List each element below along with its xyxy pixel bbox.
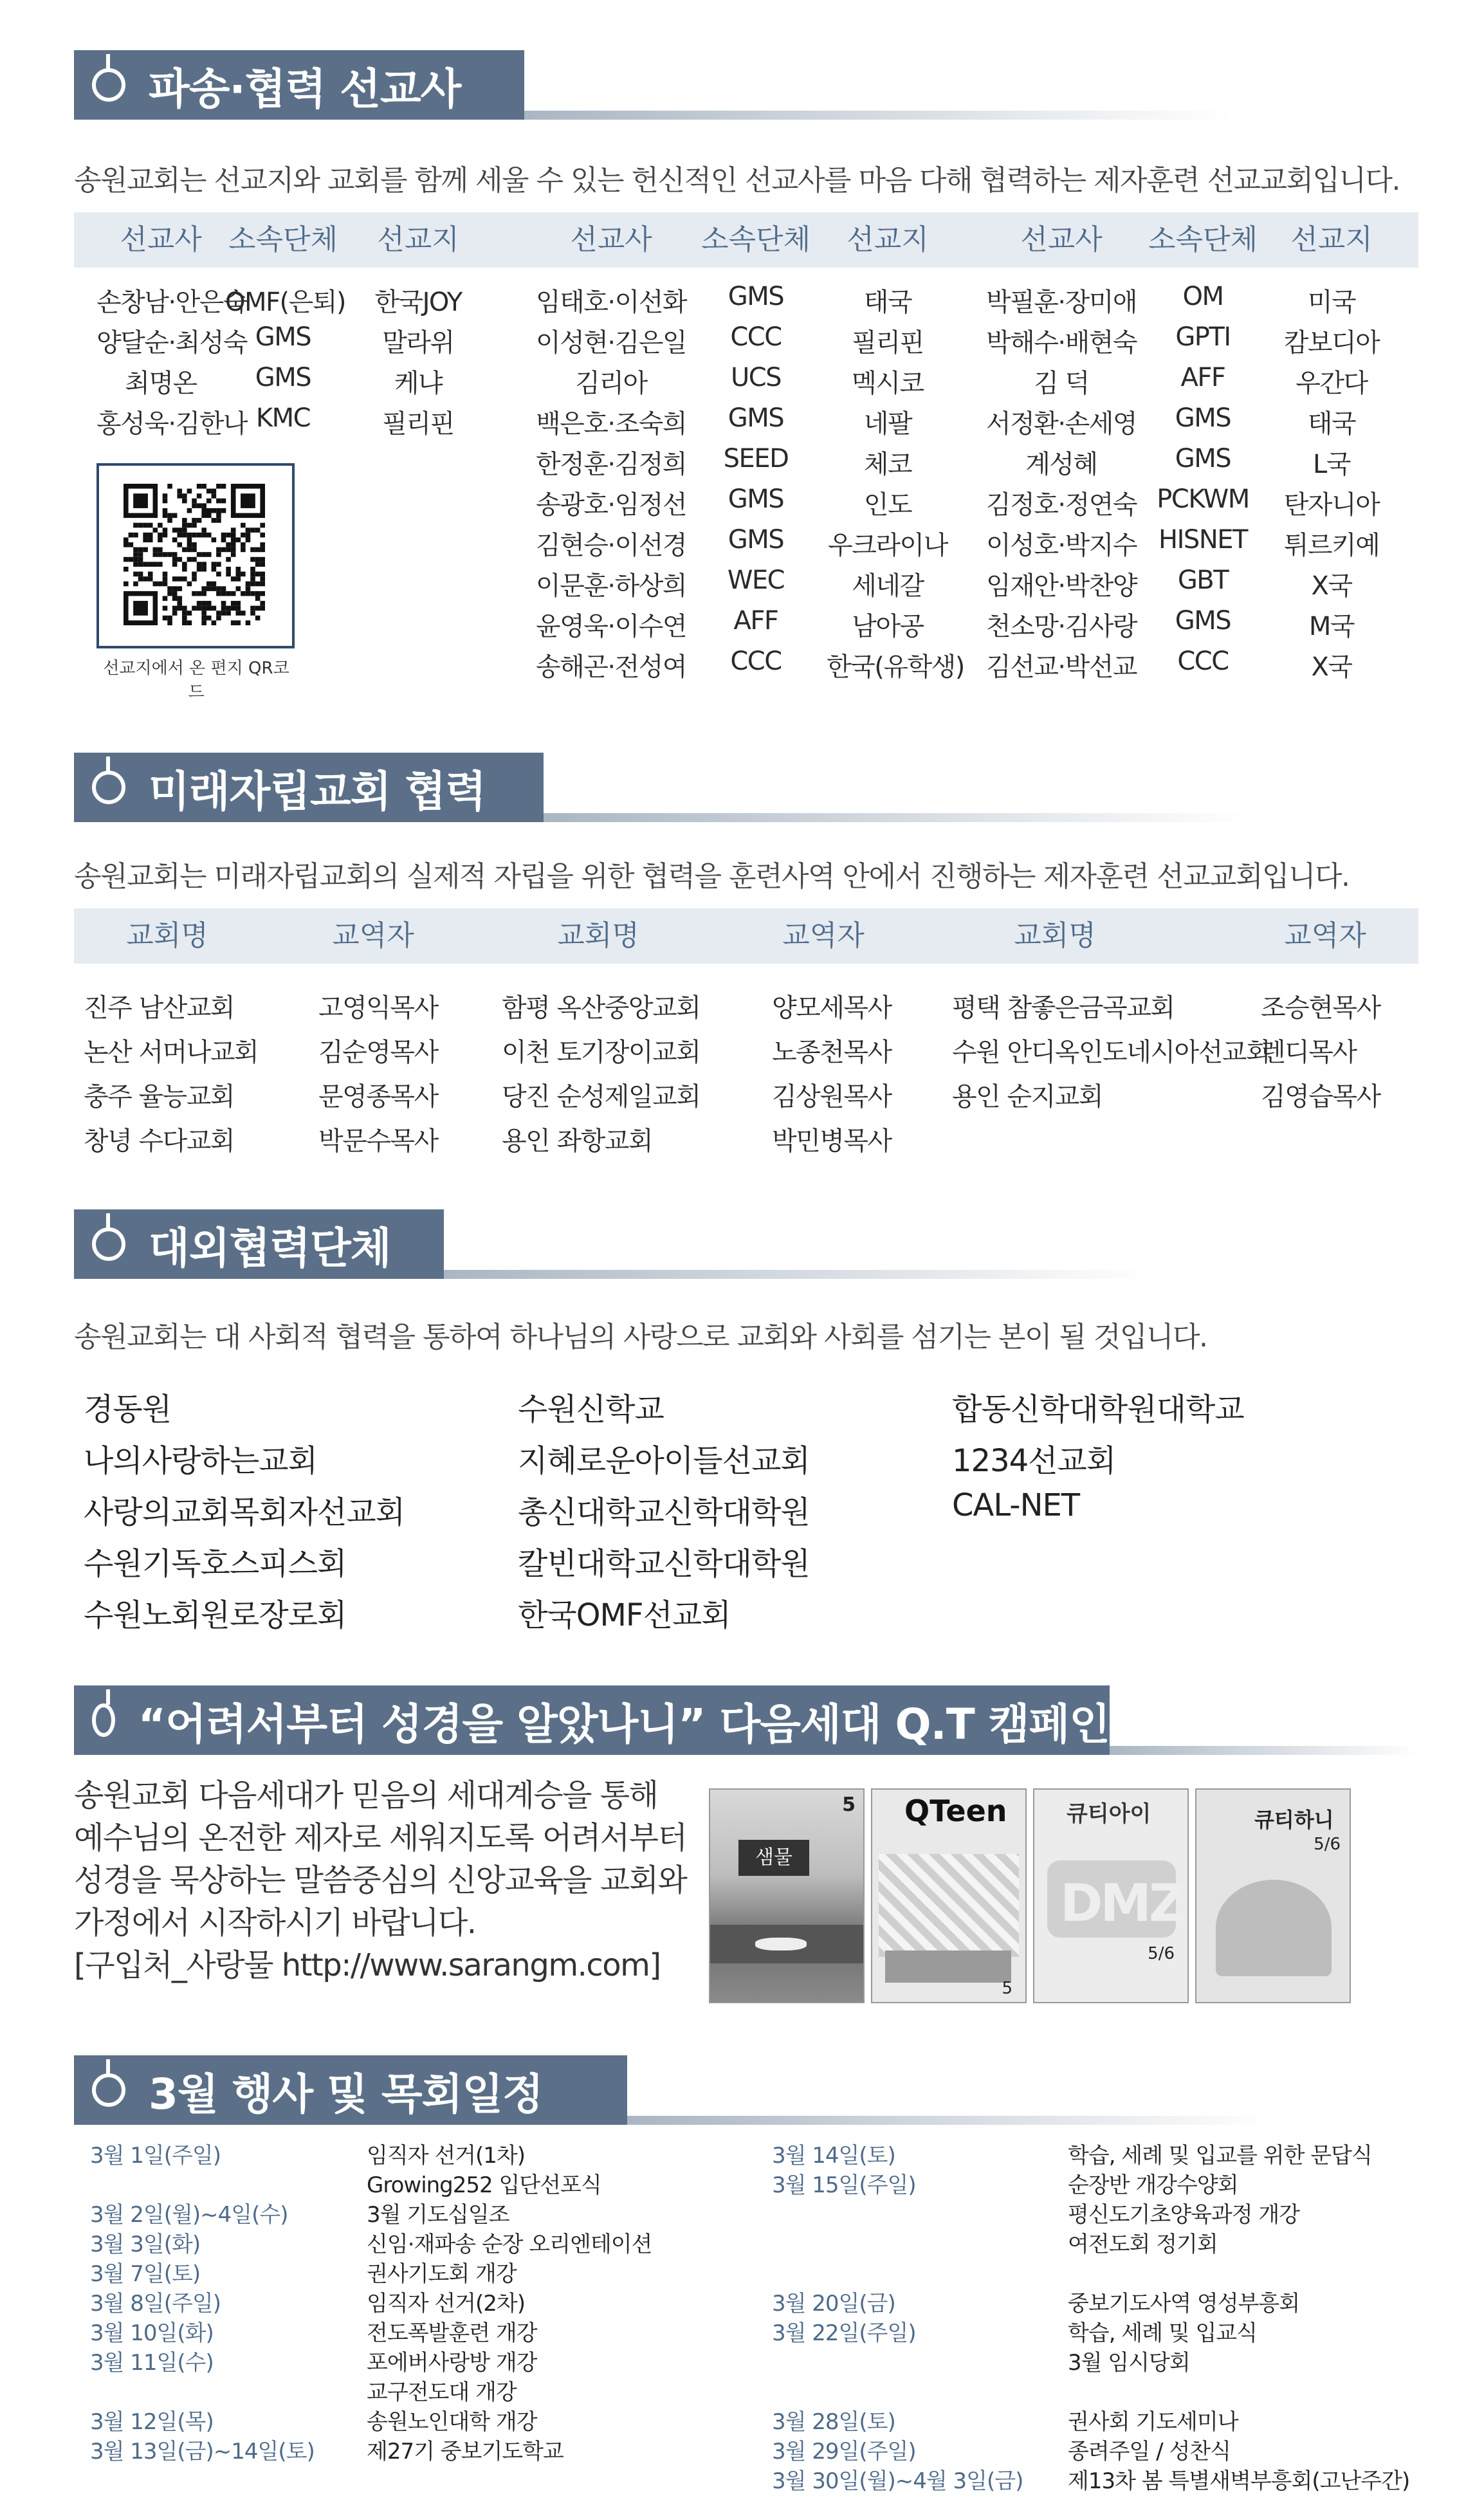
table-cell: 김현승·이선경: [535, 531, 687, 560]
section-intro: 송원교회는 대 사회적 협력을 통하여 하나님의 사랑으로 교회와 사회를 섬기는 본이 될 것입니다.: [74, 1321, 1207, 1354]
pastor-name: 김순영목사: [318, 1038, 438, 1067]
table-cell: OMF(은퇴): [225, 288, 345, 317]
pastor-name: 고영익목사: [318, 993, 438, 1023]
section-title: 파송·협력 선교사: [149, 64, 461, 114]
table-cell: 이성현·김은일: [535, 328, 687, 358]
table-cell: WEC: [727, 565, 785, 595]
table-cell: 한국JOY: [374, 288, 462, 317]
schedule-event: 교구전도대 개강: [367, 2380, 517, 2405]
schedule-date: 3월 15일(주일): [772, 2172, 916, 2198]
purchase-link[interactable]: [구입처_사랑물 http://www.sarangm.com]: [74, 1947, 661, 1983]
schedule-event: 전도폭발훈련 개강: [367, 2320, 537, 2346]
ring-icon: [92, 771, 125, 804]
table-header-cell: 선교사: [120, 223, 202, 256]
table-cell: GMS: [1175, 606, 1231, 636]
schedule-date: 3월 22일(주일): [772, 2320, 916, 2346]
table-cell: KMC: [255, 403, 311, 433]
table-cell: AFF: [1180, 363, 1225, 392]
partner-organization: 한국OMF선교회: [518, 1597, 731, 1633]
book-cover-sammul[interactable]: 5 샘물: [709, 1788, 865, 2003]
pastor-name: 박민병목사: [772, 1126, 892, 1156]
schedule-date: 3월 28일(토): [772, 2409, 895, 2435]
table-cell: 탄자니아: [1283, 490, 1380, 520]
table-cell: 홍성욱·김한나: [96, 409, 248, 439]
schedule-date: 3월 2일(월)~4일(수): [90, 2202, 288, 2228]
table-cell: OM: [1182, 282, 1223, 311]
table-header-cell: 선교지: [377, 223, 459, 256]
table-cell: CCC: [1177, 647, 1229, 676]
schedule-event: 3월 임시당회: [1068, 2350, 1190, 2376]
schedule-event: 중보기도사역 영성부흥회: [1068, 2291, 1300, 2317]
partner-organization: 지혜로운아이들선교회: [518, 1443, 810, 1479]
schedule-date: 3월 30일(월)~4월 3일(금): [772, 2468, 1023, 2494]
table-cell: GMS: [255, 363, 311, 392]
pastor-name: 박문수목사: [318, 1126, 438, 1156]
table-header-cell: 소속단체: [1148, 223, 1258, 256]
table-cell: HISNET: [1159, 525, 1247, 555]
table-cell: 우간다: [1296, 369, 1368, 398]
table-header-cell: 교역자: [782, 919, 865, 952]
table-cell: 김정호·정연숙: [985, 490, 1137, 520]
table-cell: 송해곤·전성여: [535, 652, 687, 682]
partner-organization: 총신대학교신학대학원: [518, 1494, 810, 1530]
table-header-cell: 교회명: [126, 919, 208, 952]
schedule-date: 3월 14일(토): [772, 2143, 895, 2169]
section-title: 3월 행사 및 목회일정: [149, 2069, 543, 2119]
schedule-date: 3월 7일(토): [90, 2261, 201, 2287]
table-cell: 김선교·박선교: [985, 652, 1137, 682]
table-cell: 송광호·임정선: [535, 490, 687, 520]
section-title: 대외협력단체: [149, 1223, 391, 1273]
table-cell: 임재안·박찬양: [985, 571, 1137, 601]
table-cell: SEED: [723, 444, 789, 473]
pastor-name: 김상원목사: [772, 1082, 892, 1112]
pastor-name: 문영종목사: [318, 1082, 438, 1112]
table-cell: GMS: [1175, 403, 1231, 433]
table-cell: 양달순·최성숙: [96, 328, 248, 358]
qr-code-icon: [124, 484, 265, 625]
partner-organization: 칼빈대학교신학대학원: [518, 1546, 810, 1582]
pastor-name: 양모세목사: [772, 993, 892, 1023]
schedule-date: 3월 8일(주일): [90, 2291, 221, 2317]
section-title: 미래자립교회 협력: [149, 766, 486, 816]
table-cell: GMS: [255, 322, 311, 352]
church-name: 평택 참좋은금곡교회: [952, 993, 1175, 1023]
church-name: 이천 토기장이교회: [502, 1038, 701, 1067]
church-name: 논산 서머나교회: [84, 1038, 259, 1067]
table-cell: 미국: [1307, 288, 1356, 317]
partner-organization: 합동신학대학원대학교: [952, 1391, 1244, 1427]
schedule-date: 3월 13일(금)~14일(토): [90, 2439, 315, 2464]
church-name: 당진 순성제일교회: [502, 1082, 701, 1112]
table-cell: CCC: [730, 322, 782, 352]
table-cell: 이성호·박지수: [985, 531, 1137, 560]
schedule-date: 3월 10일(화): [90, 2320, 214, 2346]
table-cell: 케냐: [394, 369, 443, 398]
table-cell: 김 덕: [1034, 369, 1089, 398]
schedule-event: 임직자 선거(2차): [367, 2291, 526, 2317]
section-header-churches: [74, 753, 544, 822]
partner-organization: 1234선교회: [952, 1443, 1116, 1479]
pastor-name: 노종천목사: [772, 1038, 892, 1067]
section-header-partners: [74, 1209, 444, 1279]
section-header-qt-campaign: [74, 1685, 1110, 1755]
qr-code[interactable]: [96, 463, 295, 648]
table-cell: 인도: [863, 490, 912, 520]
table-cell: 계성혜: [1025, 450, 1097, 479]
table-cell: GPTI: [1175, 322, 1231, 352]
ring-icon: [92, 68, 125, 102]
table-cell: X국: [1311, 571, 1352, 601]
schedule-event: 3월 기도십일조: [367, 2202, 509, 2228]
schedule-event: 평신도기초양육과정 개강: [1068, 2202, 1300, 2228]
table-cell: 임태호·이선화: [535, 288, 687, 317]
church-name: 창녕 수다교회: [84, 1126, 235, 1156]
partner-organization: 수원노회원로장로회: [84, 1597, 347, 1633]
church-name: 함평 옥산중앙교회: [502, 993, 701, 1023]
ring-icon: [92, 1703, 115, 1737]
church-name: 진주 남산교회: [84, 993, 235, 1023]
table-header-cell: 선교사: [1020, 223, 1103, 256]
table-cell: 멕시코: [852, 369, 924, 398]
schedule-date: 3월 29일(주일): [772, 2439, 916, 2464]
table-cell: 최명온: [125, 369, 197, 398]
table-cell: 우크라이나: [828, 531, 948, 560]
schedule-event: 순장반 개강수양회: [1068, 2172, 1238, 2198]
schedule-date: 3월 20일(금): [772, 2291, 895, 2317]
pastor-name: 렌디목사: [1261, 1038, 1357, 1067]
table-header-cell: 선교사: [570, 223, 652, 256]
church-name: 수원 안디옥인도네시아선교회: [952, 1038, 1270, 1067]
table-cell: PCKWM: [1157, 484, 1249, 514]
table-header-cell: 교회명: [557, 919, 639, 952]
church-name: 용인 좌항교회: [502, 1126, 653, 1156]
schedule-event: 송원노인대학 개강: [367, 2409, 537, 2435]
table-cell: 박해수·배현숙: [985, 328, 1137, 358]
table-cell: 한국(유학생): [827, 652, 964, 682]
schedule-event: 포에버사랑방 개강: [367, 2350, 537, 2376]
church-name: 용인 순지교회: [952, 1082, 1103, 1112]
schedule-event: 종려주일 / 성찬식: [1068, 2439, 1231, 2464]
partner-organization: CAL-NET: [952, 1487, 1080, 1523]
church-name: 충주 율능교회: [84, 1082, 235, 1112]
table-cell: 서정환·손세영: [985, 409, 1137, 439]
schedule-event: 신임·재파송 순장 오리엔테이션: [367, 2232, 652, 2257]
table-cell: 백은호·조숙희: [535, 409, 687, 439]
pastor-name: 김영습목사: [1261, 1082, 1380, 1112]
table-cell: 이문훈·하상희: [535, 571, 687, 601]
table-cell: GMS: [728, 282, 784, 311]
table-header-cell: 교역자: [1284, 919, 1366, 952]
book-cover-qtiai[interactable]: 큐티아이 DMZ 5/6: [1033, 1788, 1189, 2003]
schedule-event: 권사기도회 개강: [367, 2261, 517, 2287]
partner-organization: 나의사랑하는교회: [84, 1443, 317, 1479]
partner-organization: 수원신학교: [518, 1391, 664, 1427]
table-cell: 박필훈·장미애: [985, 288, 1137, 317]
pastor-name: 조승현목사: [1261, 993, 1380, 1023]
qr-caption: 선교지에서 온 편지 QR코드: [103, 659, 289, 702]
schedule-event: 여전도회 정기회: [1068, 2232, 1218, 2257]
table-cell: GMS: [1175, 444, 1231, 473]
schedule-event: 권사회 기도세미나: [1068, 2409, 1238, 2435]
table-cell: GMS: [728, 525, 784, 555]
table-cell: 네팔: [863, 409, 912, 439]
schedule-event: 임직자 선거(1차): [367, 2143, 526, 2169]
table-cell: 남아공: [852, 612, 924, 641]
partner-organization: 경동원: [84, 1391, 172, 1427]
table-header-cell: 교회명: [1014, 919, 1096, 952]
table-cell: M국: [1308, 612, 1355, 641]
table-cell: 김리아: [575, 369, 647, 398]
table-header-cell: 교역자: [332, 919, 414, 952]
table-cell: 한정훈·김정희: [535, 450, 687, 479]
schedule-event: 제13차 봄 특별새벽부흥회(고난주간): [1068, 2468, 1410, 2494]
book-cover-qtihani[interactable]: 큐티하니 5/6: [1195, 1788, 1351, 2003]
schedule-event: 학습, 세례 및 입교를 위한 문답식: [1068, 2143, 1372, 2169]
table-cell: L국: [1313, 450, 1350, 479]
table-cell: 필리핀: [852, 328, 924, 358]
table-cell: GMS: [728, 484, 784, 514]
missionary-table-header: [74, 212, 1418, 268]
table-cell: AFF: [733, 606, 778, 636]
schedule-date: 3월 11일(수): [90, 2350, 214, 2376]
table-header-cell: 선교지: [847, 223, 929, 256]
table-cell: 말라위: [382, 328, 454, 358]
section-header-schedule: [74, 2055, 627, 2125]
table-cell: GBT: [1177, 565, 1229, 595]
table-cell: 태국: [1307, 409, 1356, 439]
table-cell: 태국: [863, 288, 912, 317]
partner-organization: 수원기독호스피스회: [84, 1546, 347, 1582]
book-cover-qteen[interactable]: QTeen 5: [871, 1788, 1027, 2003]
table-cell: CCC: [730, 647, 782, 676]
schedule-event: 제27기 중보기도학교: [367, 2439, 563, 2464]
section-intro: 송원교회는 미래자립교회의 실제적 자립을 위한 협력을 훈련사역 안에서 진행하는 제자훈련 선교교회입니다.: [74, 860, 1350, 893]
section-intro: 송원교회는 선교지와 교회를 함께 세울 수 있는 헌신적인 선교사를 마음 다해 협력하는 제자훈련 선교교회입니다.: [74, 164, 1400, 197]
table-cell: 필리핀: [382, 409, 454, 439]
section-header-missionaries: [74, 50, 524, 120]
qt-description: 송원교회 다음세대가 믿음의 세대계승을 통해 예수님의 온전한 제자로 세워지도록 어려서부터 성경을 묵상하는 말씀중심의 신앙교육을 교회와 가정에서 시작하시기 바랍니다. [구입처_사랑물 http://www.sarangm.com]: [74, 1774, 692, 1987]
table-cell: 튀르키예: [1283, 531, 1380, 560]
section-title: “어려서부터 성경을 알았나니” 다음세대 Q.T 캠페인: [138, 1699, 1110, 1749]
table-cell: 윤영욱·이수연: [535, 612, 687, 641]
table-cell: 캄보디아: [1283, 328, 1380, 358]
table-header-cell: 소속단체: [228, 223, 338, 256]
table-cell: X국: [1311, 652, 1352, 682]
partner-organization: 사랑의교회목회자선교회: [84, 1494, 405, 1530]
table-cell: GMS: [728, 403, 784, 433]
table-header-cell: 소속단체: [701, 223, 811, 256]
schedule-event: Growing252 입단선포식: [367, 2172, 601, 2198]
table-header-cell: 선교지: [1290, 223, 1373, 256]
table-cell: 체코: [863, 450, 912, 479]
table-cell: 세네갈: [852, 571, 924, 601]
ring-icon: [92, 2073, 125, 2107]
schedule-event: 학습, 세례 및 입교식: [1068, 2320, 1257, 2346]
schedule-date: 3월 3일(화): [90, 2232, 201, 2257]
table-cell: 천소망·김사랑: [985, 612, 1137, 641]
ring-icon: [92, 1227, 125, 1261]
schedule-date: 3월 1일(주일): [90, 2143, 221, 2169]
schedule-date: 3월 12일(목): [90, 2409, 214, 2435]
table-cell: UCS: [730, 363, 782, 392]
table-cell: 손창남·안은숙: [96, 288, 248, 317]
church-table-header: [74, 908, 1418, 964]
